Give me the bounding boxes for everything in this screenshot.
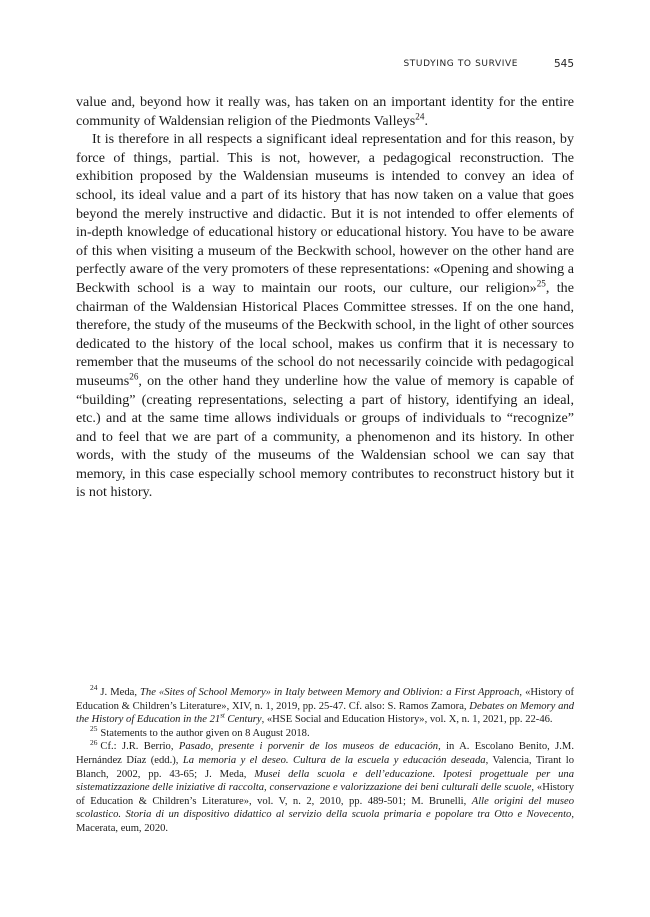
- footnote-24-title-2-b: Century: [224, 714, 262, 726]
- footnote-26-title-1: Pasado, presente i porvenir de los museos de educación: [178, 741, 439, 753]
- footnote-24-text-c: , «History of Education & Children’s Literature», XIV, n. 1, 2019, pp. 25-47. Cf. also: S. Ramos Zamora,: [76, 687, 575, 712]
- footnote-ref-25[interactable]: 25: [536, 278, 546, 289]
- footnote-26-number: 26: [90, 737, 98, 747]
- footnote-24-text-a: J. Meda,: [100, 687, 140, 698]
- page-header: [76, 58, 574, 74]
- footnote-26-text-c: , in A. Escolano Benito, J.M. Hernández Díaz (edd.),: [76, 741, 574, 766]
- footnote-25-number: 25: [90, 724, 98, 734]
- paragraph-2: [76, 130, 574, 502]
- footnote-26-text-i: , Macerata, eum, 2020.: [76, 809, 574, 834]
- running-title: STUDYING TO SURVIVE: [403, 59, 518, 69]
- footnote-ref-26[interactable]: 26: [129, 371, 139, 382]
- paragraph-1-text-b: .: [424, 112, 428, 129]
- paragraph-2-text-c: , on the other hand they underline how the value of memory is capable of “building” (creating representations, selecting a part of history, identifying an ideal, etc.) and at the same time allows individuals or groups of individuals to “recognize” and to feel that we are part of a community, a phenomenon and its history. In other words, with the study of the museums of the Waldensian school we can say that memory, in this case especially school memory contributes to reconstruct history but it is not history.: [76, 372, 574, 501]
- paragraph-2-text-b: , the chairman of the Waldensian Historical Places Committee stresses. If on the one hand, therefore, the study of the museums of the Beckwith school, in the light of other sources dedicated to the history of the local school, makes us confirm that it is necessary to remember that the museums of the school do not necessarily coincide with pedagogical museums: [76, 279, 574, 389]
- footnote-ref-24[interactable]: 24: [415, 110, 425, 121]
- paragraph-1-text-a: value and, beyond how it really was, has taken on an important identity for the entire community of Waldensian religion of the Piedmonts Valleys: [76, 94, 574, 129]
- footnote-24-title: The «Sites of School Memory» in Italy between Memory and Oblivion: a First Approach: [140, 687, 520, 698]
- footnote-24-number: 24: [90, 683, 98, 693]
- footnote-26: [76, 737, 575, 835]
- footnotes: [76, 683, 575, 836]
- paragraph-2-text-a: It is therefore in all respects a significant ideal representation and for this reason, by force of things, partial. This is not, however, a pedagogical reconstruction. The exhibition proposed by the Waldensian museums is intended to convey an idea of school, its ideal value and a part of its history that has now taken on a value that goes beyond the merely instructive and didactic. But it is not intended to offer elements of in-depth knowledge of educational history or educational history. You have to be aware of this when visiting a museum of the Beckwith school, however on the other hand are perfectly aware of the very promoters of these representations: «Opening and showing a Beckwith school is a way to maintain our roots, our culture, our religion»: [76, 131, 574, 296]
- footnote-25: [76, 724, 574, 741]
- paragraph-1: [76, 93, 574, 130]
- footnote-24: [76, 683, 575, 727]
- footnote-25-text: Statements to the author given on 8 August 2018.: [100, 727, 310, 739]
- footnote-26-text-a: Cf.: J.R. Berrio,: [100, 741, 179, 753]
- footnote-24-title-2-sup: st: [220, 712, 225, 720]
- footnote-26-text-g: , «History of Education & Children’s Literature», vol. V, n. 2, 2010, pp. 489-501; M. Brunelli,: [76, 782, 574, 807]
- body-text: [76, 93, 574, 502]
- footnote-26-title-2: La memoria y el deseo. Cultura de la escuela y educación deseada: [182, 754, 486, 766]
- footnote-26-title-4: Alle origini del museo scolastico. Storia di un dispositivo didattico al servizio della scuola primaria e popolare tra Otto e Novecento: [76, 795, 574, 821]
- footnote-24-text-e: , «HSE Social and Education History», vol. X, n. 1, 2021, pp. 22-46.: [261, 714, 553, 726]
- footnote-26-title-3: Musei della scuola e dell’educazione. Ipotesi progettuale per una sistematizzazione delle iniziative di raccolta, conservazione e valorizzazione dei beni culturali delle scuole: [76, 768, 574, 794]
- footnote-24-title-2-a: Debates on Memory and the History of Education in the 21: [76, 700, 574, 726]
- footnote-26-text-e: , Valencia, Tirant lo Blanch, 2002, pp. 43-65; J. Meda,: [76, 754, 575, 780]
- page-number: 545: [553, 58, 574, 70]
